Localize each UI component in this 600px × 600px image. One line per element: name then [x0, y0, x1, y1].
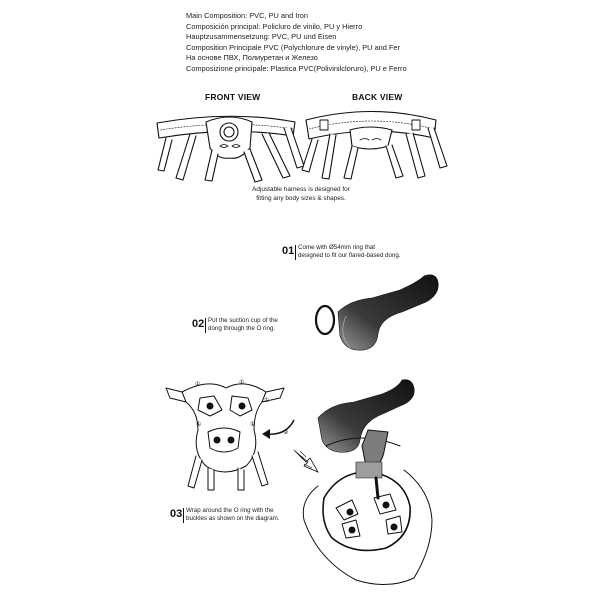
- marker-1-text: ①: [250, 421, 256, 428]
- marker-1-text: ①: [195, 381, 201, 388]
- step-03-number: 03: [170, 508, 183, 520]
- composition-line: Main Composition: PVC, PU and Iron: [186, 11, 308, 20]
- step-03-divider: [183, 508, 184, 523]
- step-01-number: 01: [282, 245, 295, 257]
- composition-line: На основе ПВХ, Полиуретан и Железо: [186, 53, 318, 63]
- back-view-title: BACK VIEW: [352, 92, 403, 102]
- step-03-line: buckles as shown on the diagram.: [186, 515, 280, 523]
- marker-1-text: ①: [264, 397, 270, 404]
- composition-line: Hauptzusammensetzung: PVC, PU und Eisen: [186, 32, 337, 42]
- marker-1-text: ①: [239, 379, 245, 386]
- step-03-text: [186, 507, 280, 523]
- composition-line: Composición principal: Policluro de vinilo, PU y Hierro: [186, 21, 363, 31]
- harness-caption-line: fitting any body sizes & shapes.: [256, 194, 346, 202]
- arrow-head-icon: [262, 429, 270, 439]
- step-02-line: dong through the O ring.: [208, 325, 276, 333]
- step-02-number: 02: [192, 318, 205, 330]
- step-01-line: Come with Ø54mm ring that: [298, 244, 376, 251]
- step-02-line: Put the suction cup of the: [208, 317, 278, 324]
- step-03-line: Wrap around the O ring with the: [186, 507, 274, 514]
- step-01-line: designed to fit our flared-based dong.: [298, 252, 401, 260]
- marker-1-text: ①: [196, 421, 202, 428]
- composition-line: Composizione principale: Plastica PVC(Polivinilcloruro), PU e Ferro: [186, 63, 407, 73]
- curved-arrow-icon: [266, 420, 294, 434]
- front-view-title: FRONT VIEW: [205, 92, 261, 102]
- composition-line: Composition Principale PVC (Polychlorure de vinyle), PU and Fer: [186, 42, 401, 52]
- harness-caption-line: Adjustable harness is designed for: [252, 186, 350, 193]
- hatched-arrow-icon: [294, 450, 318, 472]
- marker-2-text: ②: [283, 429, 289, 436]
